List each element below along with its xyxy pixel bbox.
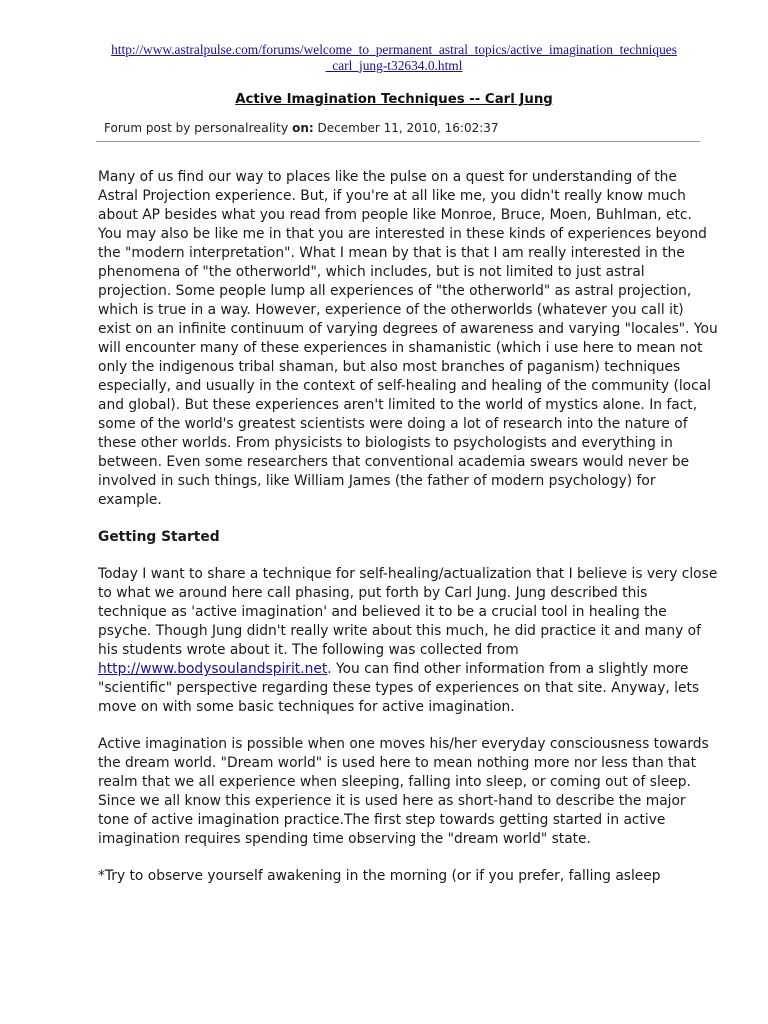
paragraph-getting-started	[98, 565, 718, 717]
divider	[96, 141, 700, 142]
post-meta	[104, 120, 499, 135]
paragraph-text: . You can find other information from a slightly more "scientific" perspective regarding these types of experiences on that site. Anyway, lets move on with some basic techniques for active imagination.	[98, 661, 700, 715]
paragraph-text: Today I want to share a technique for self-healing/actualization that I believe is very close to what we around here call phasing, put forth by Carl Jung. Jung described this technique as 'active imagination' and believed it to be a crucial tool in healing the psyche. Though Jung didn't really write about this much, he did practice it and many of his students wrote about it. The following was collected from	[98, 566, 718, 658]
post-author: personalreality	[194, 120, 289, 135]
post-body	[98, 168, 718, 904]
meta-on-label: on:	[292, 121, 314, 135]
source-url-line-2[interactable]: _carl_jung-t32634.0.html	[325, 58, 463, 73]
section-heading: Getting Started	[98, 529, 220, 545]
source-url-line-1[interactable]: http://www.astralpulse.com/forums/welcome_to_permanent_astral_topics/active_imagination_techniques	[111, 42, 677, 57]
post-date: December 11, 2010, 16:02:37	[317, 121, 499, 135]
paragraph-dream-world: Active imagination is possible when one moves his/her everyday consciousness towards the dream world. "Dream world" is used here to mean nothing more nor less than that realm that we all experience when sleeping, falling into sleep, or coming out of sleep. Since we all know this experience it is used here as short-hand to describe the major tone of active imagination practice.The first step towards getting started in active imagination requires spending time observing the "dream world" state.	[98, 736, 709, 847]
paragraph-observe: *Try to observe yourself awakening in the morning (or if you prefer, falling asleep	[98, 868, 661, 884]
bodysoulandspirit-link[interactable]: http://www.bodysoulandspirit.net	[98, 661, 328, 677]
source-url-link[interactable]	[60, 42, 728, 74]
meta-prefix: Forum post by	[104, 121, 191, 135]
paragraph-intro: Many of us find our way to places like the pulse on a quest for understanding of the Astral Projection experience. But, if you're at all like me, you didn't really know much about AP besides what you read from people like Monroe, Bruce, Moen, Buhlman, etc. You may also be like me in that you are interested in these kinds of experiences beyond the "modern interpretation". What I mean by that is that I am really interested in the phenomena of "the otherworld", which includes, but is not limited to just astral projection. Some people lump all experiences of "the otherworld" as astral projection, which is true in a way. However, experience of the otherworlds (whatever you call it) exist on an infinite continuum of varying degrees of awareness and varying "locales". You will encounter many of these experiences in shamanistic (which i use here to mean not only the indigenous tribal shaman, but also most branches of paganism) techniques especially, and usually in the context of self-healing and healing of the community (local and global). But these experiences aren't limited to the world of mystics alone. In fact, some of the world's greatest scientists were doing a lot of research into the nature of these other worlds. From physicists to biologists to psychologists and everything in between. Even some researchers that conventional academia swears would never be involved in such things, like William James (the father of modern psychology) for example.	[98, 169, 718, 508]
post-title: Active Imagination Techniques -- Carl Jung	[235, 92, 553, 107]
